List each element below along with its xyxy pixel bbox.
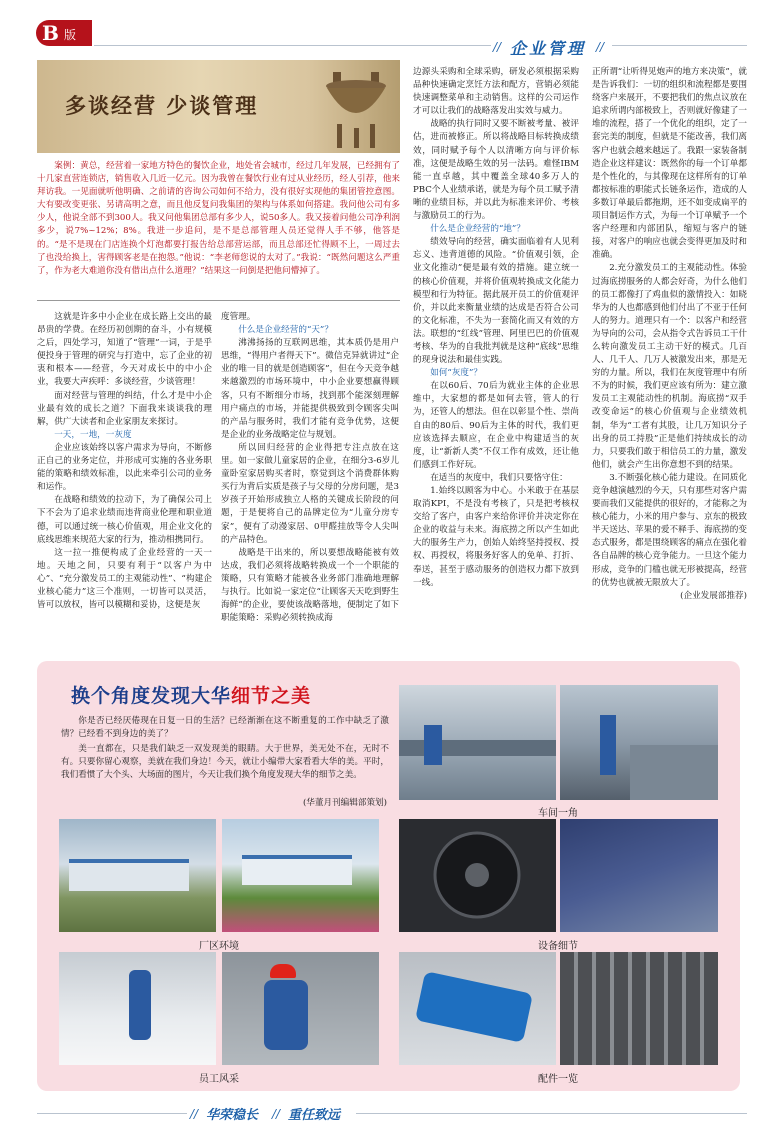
section-title: 企业管理 — [510, 39, 587, 58]
paragraph: 3.不断强化核心能力建设。在同质化竞争越演越烈的今天，只有那些对客户需要而我们又能提供的很好的，才能称之为核心能力，小米的用户参与、京东的极致半天送达、苹果的爱不释手、海底捞的变态式服务，都是围绕顾客的痛点在强化着各自品牌的核心竞争能力。一旦这个能力形成，竞争的门槛也就无形被提高，经营的优势也就被无限放大了。 — [592, 472, 747, 588]
article-column-3 — [413, 66, 579, 590]
paragraph: 度管理。 — [221, 312, 256, 322]
caption-environment: 厂区环境 — [199, 941, 239, 952]
footer-stripes-icon: // — [190, 1107, 199, 1121]
paragraph: 企业应该始终以客户需求为导向，不断修正自己的业务定位，并形成可实施的各业务职能的策略和绩效标准，以此来牵引公司的业务和运作。 — [37, 442, 212, 493]
subheading: 什么是企业经营的“地”？ — [430, 224, 525, 235]
feature-body: 美一直都在，只是我们缺乏一双发现美的眼睛。大于世界，美无处不在，无时不有。只要你留心观察，美就在我们身边！今天，就让小编带大家看看大华的美。平时，我们看惯了大个头、大场面的图片，今天让我们换个角度发现大华的细节之美。 — [61, 744, 389, 781]
workshop-photo-2 — [560, 685, 718, 800]
article-banner — [37, 60, 400, 153]
feature-intro: 你是否已经厌倦现在日复一日的生活？已经渐渐在这不断重复的工作中缺乏了激情？已经看不到身边的美了？ — [61, 716, 389, 740]
equipment-photo-1 — [399, 819, 556, 932]
paragraph: 绩效导向的经营，确实面临着有人见利忘义、违背道德的风险。“价值观引领，企业文化推动”便是最有效的措施。建立统一的核心价值观，并将价值观转换成文化能力模型和行为特征。据此展开员工的价值观评价，并以此来衡量业绩的达成是否符合公司的文化标准，不失为一套简化而又有效的方法。联想的“红线”管理、阿里巴巴的价值观考核、华为的自我批判就是这种“底线”思维的现身说法和最佳实践。 — [413, 237, 579, 366]
page-badge — [36, 20, 92, 46]
header-rule-right — [612, 45, 747, 46]
header-stripes-icon-2: // — [596, 40, 605, 54]
caption-workshop: 车间一角 — [538, 808, 578, 819]
parts-photo-1 — [399, 952, 556, 1065]
paragraph: 面对经营与管理的纠结，什么才是中小企业最有效的成长之道？下面我来谈谈我的理解，供广大读者和企业家朋友来探讨。 — [37, 390, 212, 427]
article-column-4 — [592, 66, 747, 603]
subheading: 一天，一地，一灰度 — [54, 429, 132, 440]
caption-parts: 配件一览 — [538, 1074, 578, 1085]
staff-photo-1 — [59, 952, 216, 1065]
header-rule — [94, 45, 491, 46]
factory-environment-photo-1 — [59, 819, 216, 932]
subheading: 什么是企业经营的“天”？ — [238, 325, 333, 336]
feature-credit: (华董月刊编辑部策划) — [302, 798, 387, 808]
staff-photo-2 — [222, 952, 379, 1065]
pulley-wheel-icon — [399, 819, 556, 932]
feature-title-red: 细节之美 — [231, 685, 312, 707]
paragraph: 战略是干出来的，所以要想战略能被有效达成，我们必须将战略转换成一个一个职能的策略，只有策略才能被各业务部门准确地理解与执行。比如说一家定位“让顾客天天吃到野生海鲜”的企业，要使该战略落地，便制定了如下职能策略：采购必须转换成海 — [221, 547, 399, 624]
article-source: (企业发展部推荐) — [680, 590, 747, 601]
paragraph: 这就是许多中小企业在成长路上交出的最昂贵的学费。在经历初创期的奋斗，小有规模之后，四处学习，知道了“管理”一词，于是乎便投身于管理的研究与打造中，忘了企业的初衷和根本——经营，今天对成长中的中小企业，我要大声疾呼：多谈经营，少谈管理！ — [37, 312, 212, 388]
paragraph: 在适当的灰度中，我们只要恪守住： — [430, 472, 568, 483]
badge-letter: B — [42, 21, 59, 45]
badge-word: 版 — [64, 28, 77, 42]
paragraph: 战略的执行同时又要不断被考量、被评估，进而被修正。所以将战略目标转换成绩效，同时赋予每个人以清晰方向与评价标准，这便是战略生效的另一法码。难怪IBM能一直卓越，其中覆盖全球40多万人的PBC个人业绩承诺，就是为每个员工赋予清晰的业绩目标，并以此为标准来评价、考核与激励员工的行为。 — [413, 119, 579, 222]
bronze-ding-icon — [321, 64, 391, 150]
feature-title — [71, 681, 311, 708]
subheading: 如何“灰度”？ — [430, 368, 482, 379]
paragraph: 这一拉一推便构成了企业经营的一天一地。天地之间，只要有利于“以客户为中心”、“充分激发员工的主观能动性”、“构建企业核心能力”这三个准则，一切皆可以灵活，皆可以放权，皆可以模糊和妥协，这便是灰 — [37, 547, 212, 611]
footer-rule — [37, 1113, 187, 1114]
parts-photo-2 — [560, 952, 718, 1065]
factory-environment-photo-2 — [222, 819, 379, 932]
caption-staff: 员工风采 — [199, 1074, 239, 1085]
equipment-photo-2 — [560, 819, 718, 932]
footer-stripes-icon-2: // — [272, 1107, 281, 1121]
paragraph: 正所谓“让听得见炮声的地方来决策”，就是告诉我们：一切的组织和流程都是要围绕客户来展开，不要把我们的焦点议放在追求所谓内部极致上，否则就好像建了一堆的流程，搭了一个优化的组织，定了一套完美的制度，但就是不能改善，我们离客户也就会越来越远了。我跟一家装备制造企业这样建议：既然你的每一个订单都是个性化的，与其像现在这样所有的订单都按标准的职能式长链条运作，造成的人多数订单最后都拖期，还不如变成扁平的项目制运作方式，为每一个订单赋予一个客户经理和内部团队，缩短与客户的链接，对客户的响应也就会变得更加及时和准确。 — [592, 67, 747, 261]
banner-title: 多谈经营 少谈管理 — [65, 93, 259, 118]
paragraph: 所以回归经营的企业得把专注点放在这里。如一家做儿童家居的企业，在细分3-6岁儿童卧室家居购买者时，察觉到这个消费群体购买行为背后实质是孩子与父母的分房问题，是3岁孩子开始形成独立人格的关键成长阶段的问题，于是便将自己的品牌定位为“儿童分房专家”，便有了动漫家居、0甲醛挂放等令人尖叫的产品特色。 — [221, 442, 399, 545]
workshop-photo-1 — [399, 685, 556, 800]
footer-slogan-left: 华荣稳长 — [206, 1108, 259, 1123]
paragraph: 1.始终以顾客为中心。小米敢于在基层取消KPI，不是没有考核了，只是把考核权交给了客户，由客户来给你评价并决定你在企业的收益与未来。海底捞之所以产生如此大的服务生产力，创始人始终坚持授权、授权、再授权，将服务好客人的免单、打折、奉送，甚至于感动服务的创造权力都下放到一线。 — [413, 486, 579, 588]
article-column-1 — [37, 311, 212, 612]
feature-box — [37, 661, 740, 1091]
paragraph: 在以60后、70后为就业主体的企业思维中，大家想的都是如何去管，管人的行为，还管人的想法。但在以彰显个性、崇尚自由的80后、90后为主体的时代，我们更应该选择去顺应，在企业中构建适当的灰度，让“新新人类”不仅工作有成效，还让他们感到工作好玩。 — [413, 381, 579, 470]
case-study-text: 案例：黄总，经营着一家地方特色的餐饮企业，地处省会城市，经过几年发展，已经拥有了十几家直营连锁店，销售收入几近一亿元。因为我曾在餐饮行业有过从业经历，经人引荐，他来拜访我。一见面就听他明确、之前请的咨询公司如何不给力，没有很好实现他的集团管控意图。大有要改变更张、另请高明之意，而且他反复问我集团的架构与体系如何搭建。我问他公司有多少人，他说全部不到300人。我又问他集团总部有多少人，说50多人。我又接着问他公司净利润多少，说7%~12%；8%。我进一步追问，是不是总部管理人员还觉得人手不够，他答是的。“是不是现在门店连换个灯泡都要打报告给总部营运部，而且总部还忙得顾不上，一周过去了也没给换上，害得顾客老是在抱怨。”他说：“李老师您说的太对了。”我说：“既然问题这么严重了，作为老大难道你没有借出点什么道理？”结果这一问倒是把他问懵掉了。 — [37, 161, 400, 276]
paragraph: 在战略和绩效的拉动下，为了确保公司上下不会为了追求业绩而违背商业伦理和职业道德，可以通过统一核心价值观，用企业文化的底线思维来规范大家的行为，推动相携同行。 — [37, 495, 212, 545]
feature-title-blue: 换个角度发现大华 — [71, 685, 232, 707]
article-column-2 — [221, 311, 399, 625]
paragraph: 边源头采购和全球采购，研发必须根据采购品种快速确定烹饪方法和配方，营销必须能快速调整菜单和主动销售。这样的公司运作才可以让我们的战略落发出实效与威力。 — [413, 67, 579, 117]
footer-slogan-right: 重任致远 — [288, 1108, 341, 1123]
divider — [37, 300, 400, 301]
paragraph: 沸沸扬扬的互联网思维，其本质仍是用户思维，“得用户者得天下”。微信克异就讲过“企业的唯一目的就是创造顾客”，但在今天竞争越来越激烈的市场环境中，中小企业要想赢得顾客，只有不断细分市场，找到那个能深刻理解用户痛点的市场，并能提供极致到令顾客尖叫的产品与服务时，我们才能有竞争优势，这便是企业的业务战略定位与规划。 — [221, 338, 399, 440]
caption-equipment: 设备细节 — [538, 941, 578, 952]
footer-rule-right — [356, 1113, 747, 1114]
header-stripes-icon: // — [493, 40, 502, 54]
paragraph: 2.充分激发员工的主观能动性。体验过海底捞服务的人都会好奇，为什么他们的员工都像打了鸡血似的激情投入：如晓华为的人也都感到他们付出了不亚于任何人的努力。道理只有一个：以客户和经营为导向的公司，会从指令式告诉员工干什么转向激发员工主动干好的模式。几百人、几千人、几万人被激发出来，那是无穷的力量。所以，我们在灰度管理中有所不为的时候，我们更应该有所为：建立激发员工主观能动性的机制。海底捞“双手改变命运”的核心价值观与企业绩效机制，华为“工者有其股，让几万知识分子出身的员工持股”正是他们持续成长的动力，只要我们敢于相信员工的力量，激发他们，就会产生出你意想不到的结果。 — [592, 263, 747, 470]
